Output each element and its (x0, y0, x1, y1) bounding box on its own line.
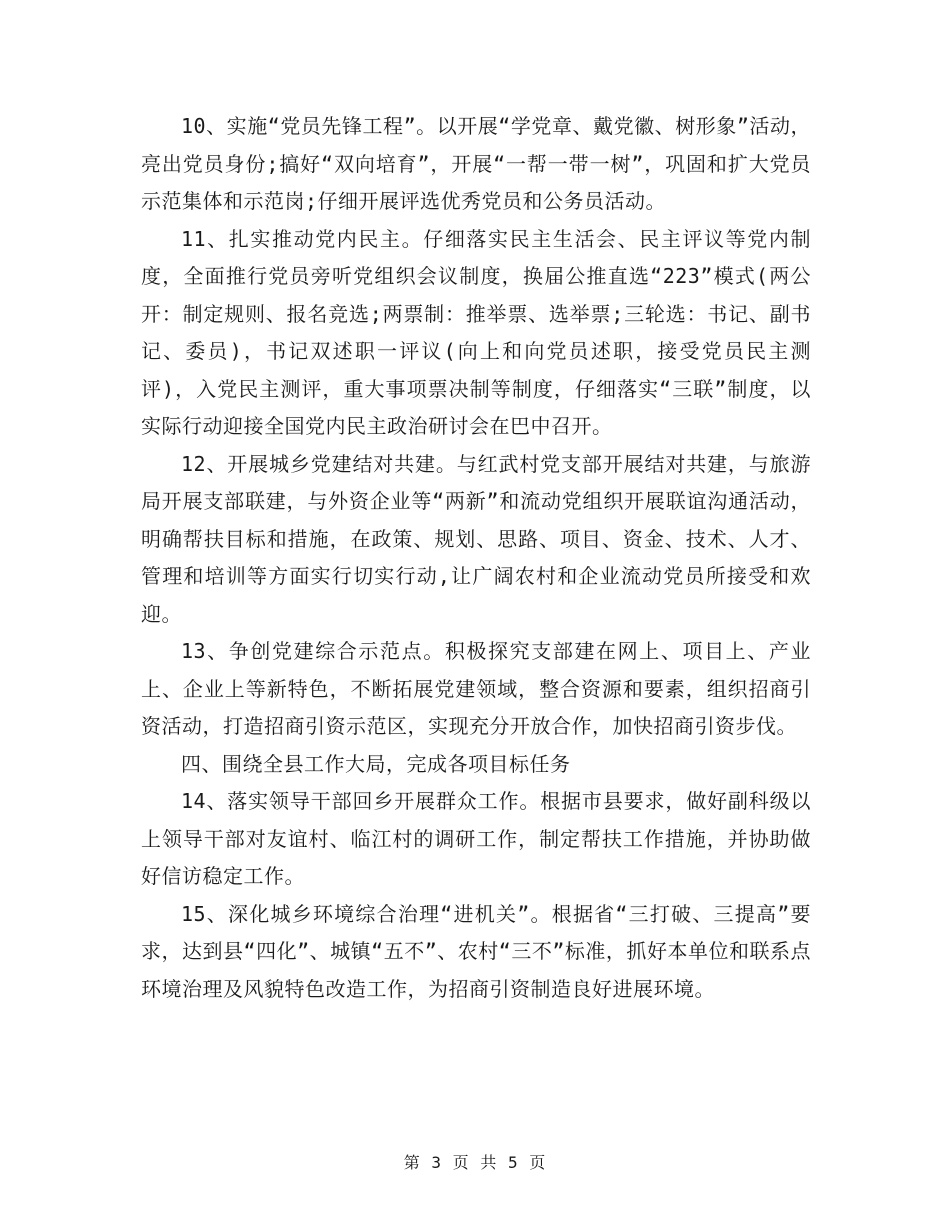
paragraph-12: 12、开展城乡党建结对共建。与红武村党支部开展结对共建，与旅游局开展支部联建，与外资企业等“两新”和流动党组织开展联谊沟通活动，明确帮扶目标和措施，在政策、规划、思路、项目、资金、技术、人才、管理和培训等方面实行切实行动,让广阔农村和企业流动党员所接受和欢迎。 (141, 451, 811, 626)
paragraph-15: 15、深化城乡环境综合治理“进机关”。根据省“三打破、三提高”要求，达到县“四化”、城镇“五不”、农村“三不”标准，抓好本单位和联系点环境治理及风貌特色改造工作，为招商引资制造良好进展环境。 (141, 901, 811, 1001)
paragraph-10: 10、实施“党员先锋工程”。以开展“学党章、戴党徽、树形象”活动，亮出党员身份;搞好“双向培育”，开展“一帮一带一树”，巩固和扩大党员示范集体和示范岗;仔细开展评选优秀党员和公务员活动。 (141, 114, 811, 213)
paragraph-13: 13、争创党建综合示范点。积极探究支部建在网上、项目上、产业上、企业上等新特色，不断拓展党建领域，整合资源和要素，组织招商引资活动，打造招商引资示范区，实现充分开放合作，加快招商引资步伐。 (141, 639, 811, 738)
paragraph-11: 11、扎实推动党内民主。仔细落实民主生活会、民主评议等党内制度，全面推行党员旁听党组织会议制度，换届公推直选“223”模式(两公开：制定规则、报名竞选;两票制：推举票、选举票;三轮选：书记、副书记、委员)，书记双述职一评议(向上和向党员述职，接受党员民主测评)，入党民主测评，重大事项票决制等制度，仔细落实“三联”制度，以实际行动迎接全国党内民主政治研讨会在巴中召开。 (141, 226, 811, 438)
document-body (141, 108, 811, 1008)
paragraph-14: 14、落实领导干部回乡开展群众工作。根据市县要求，做好副科级以上领导干部对友谊村、临江村的调研工作，制定帮扶工作措施，并协助做好信访稳定工作。 (141, 789, 811, 888)
section-heading-4: 四、围绕全县工作大局，完成各项目标任务 (181, 751, 571, 776)
page-footer: 第 3 页 共 5 页 (403, 1153, 547, 1172)
